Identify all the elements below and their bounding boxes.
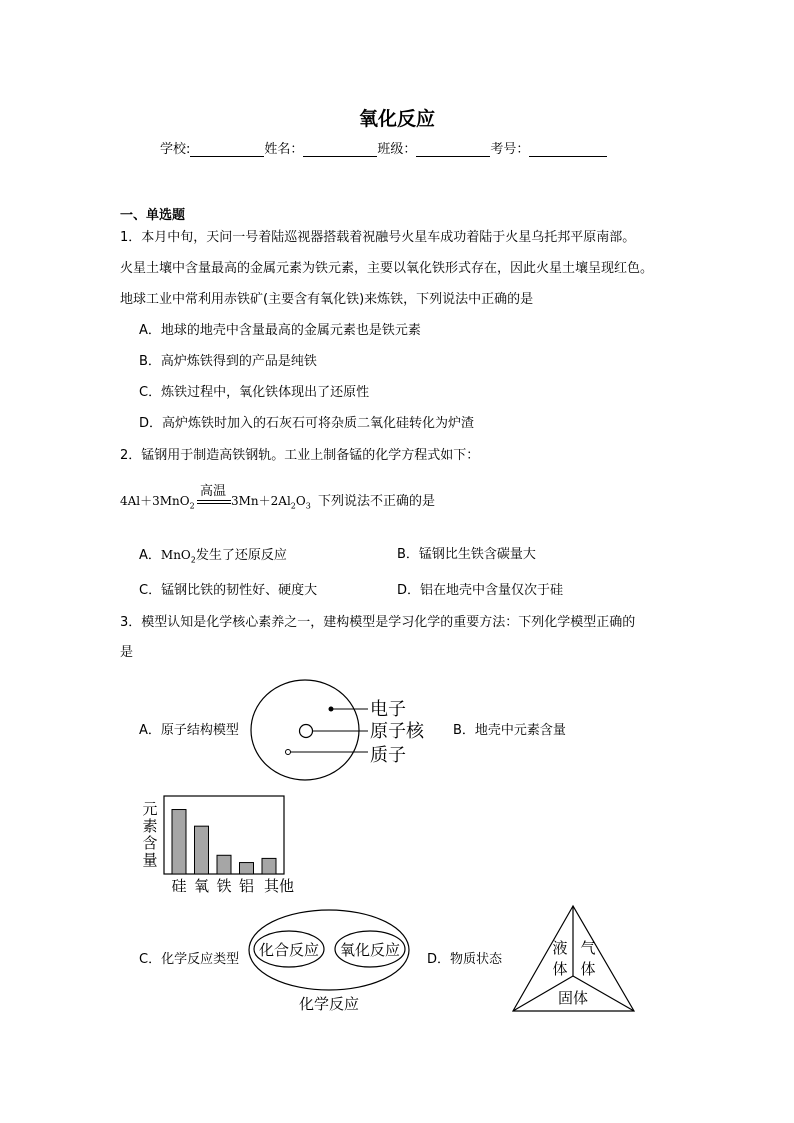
q2-option-b[interactable]: B．锰钢比生铁含碳量大 (397, 547, 536, 562)
equation-oxygen: O (295, 494, 306, 508)
q3-stem-line-2: 是 (120, 645, 134, 660)
q3-option-c[interactable]: C．化学反应类型 (139, 952, 240, 967)
section-heading: 一、单选题 (120, 208, 186, 223)
q1-stem-line-3: 地球工业中常利用赤铁矿(主要含有氧化铁)来炼铁，下列说法中正确的是 (120, 292, 534, 307)
equation-condition: 高温 (200, 484, 227, 499)
chart-bar-3 (240, 863, 254, 874)
liquid-label-2: 体 (552, 960, 568, 978)
school-label: 学校: (160, 142, 191, 157)
electron-label: 电子 (370, 699, 406, 720)
equation-subscript: 2 (290, 501, 296, 511)
option-a-text: 发生了还原反应 (195, 548, 287, 563)
reaction-type-diagram (246, 905, 416, 1015)
class-label: 班级： (377, 142, 417, 157)
q2-stem: 2．锰钢用于制造高铁钢轨。工业上制备锰的化学方程式如下： (120, 448, 480, 463)
exam-no-blank (529, 141, 607, 157)
equation-subscript: 3 (305, 501, 311, 511)
chart-x-tick-label: 硅 (171, 877, 187, 895)
q1-stem-line-1: 1．本月中旬，天问一号着陆巡视器搭载着祝融号火星车成功着陆于火星乌托邦平原南部。 (120, 230, 636, 245)
oxidation-reaction-label: 氧化反应 (339, 941, 401, 959)
chart-x-tick-label: 其他 (263, 877, 295, 895)
chemical-reaction-label: 化学反应 (298, 995, 360, 1013)
q2-option-c[interactable]: C．锰钢比铁的韧性好、硬度大 (139, 583, 318, 598)
solid-label: 固体 (557, 989, 589, 1007)
chart-x-tick-label: 铝 (238, 877, 255, 895)
q1-option-d[interactable]: D．高炉炼铁时加入的石灰石可将杂质二氧化硅转化为炉渣 (139, 416, 475, 431)
chart-bar-1 (195, 826, 209, 874)
chart-y-label-char: 量 (142, 851, 158, 869)
nucleus-label: 原子核 (370, 721, 424, 742)
crust-element-chart (136, 790, 316, 898)
q1-option-c[interactable]: C．炼铁过程中，氧化铁体现出了还原性 (139, 385, 370, 400)
q1-option-b[interactable]: B．高炉炼铁得到的产品是纯铁 (139, 354, 317, 369)
option-a-prefix: A． (139, 548, 161, 563)
name-label: 姓名： (264, 142, 304, 157)
chart-y-label-char: 元 (142, 800, 158, 818)
page-title: 氧化反应 (358, 108, 435, 130)
gas-label-1: 气 (580, 939, 596, 957)
class-blank (416, 141, 490, 157)
option-a-formula: MnO (160, 548, 191, 562)
q1-stem-line-2: 火星土壤中含量最高的金属元素为铁元素，主要以氧化铁形式存在，因此火星土壤呈现红色。 (120, 261, 654, 276)
q3-stem-line-1: 3．模型认知是化学核心素养之一，建构模型是学习化学的重要方法：下列化学模型正确的 (120, 615, 636, 630)
q3-option-d[interactable]: D．物质状态 (427, 952, 503, 967)
chart-bar-0 (172, 810, 186, 874)
q3-option-b[interactable]: B．地壳中元素含量 (453, 723, 566, 738)
q2-option-a[interactable] (139, 545, 287, 571)
equation-line-bottom (197, 503, 231, 504)
atom-model-diagram (248, 678, 448, 790)
q3-option-a[interactable]: A．原子结构模型 (139, 723, 239, 738)
chart-y-axis-label (142, 800, 157, 869)
gas-label-2: 体 (580, 960, 596, 978)
school-blank (190, 141, 264, 157)
nucleus-circle (300, 725, 313, 738)
proton-dot (286, 750, 291, 755)
name-blank (303, 141, 377, 157)
exam-no-label: 考号： (490, 142, 530, 157)
option-a-subscript: 2 (190, 555, 196, 565)
q2-equation (120, 480, 520, 520)
q2-stem-tail: 下列说法不正确的是 (318, 494, 436, 509)
chart-bar-4 (262, 858, 276, 874)
chart-x-tick-label: 氧 (193, 877, 210, 895)
equation-subscript: 2 (189, 501, 195, 511)
matter-state-diagram (510, 904, 640, 1014)
chart-y-label-char: 含 (142, 834, 158, 852)
proton-label: 质子 (370, 745, 406, 766)
liquid-label-1: 液 (552, 939, 568, 957)
chart-y-label-char: 素 (142, 817, 158, 835)
equation-line-top (197, 500, 231, 501)
q2-option-d[interactable]: D．铝在地壳中含量仅次于硅 (397, 583, 564, 598)
chart-x-tick-label: 铁 (216, 877, 232, 895)
chart-x-labels (171, 877, 294, 895)
equation-products: 3Mn＋2Al (231, 494, 291, 508)
chart-bars (172, 810, 276, 874)
q1-option-a[interactable]: A．地球的地壳中含量最高的金属元素也是铁元素 (139, 323, 421, 338)
chart-bar-2 (217, 855, 231, 874)
student-info-line (160, 138, 607, 157)
equation-reactants: 4Al＋3MnO (120, 494, 190, 508)
combination-reaction-label: 化合反应 (258, 941, 320, 959)
